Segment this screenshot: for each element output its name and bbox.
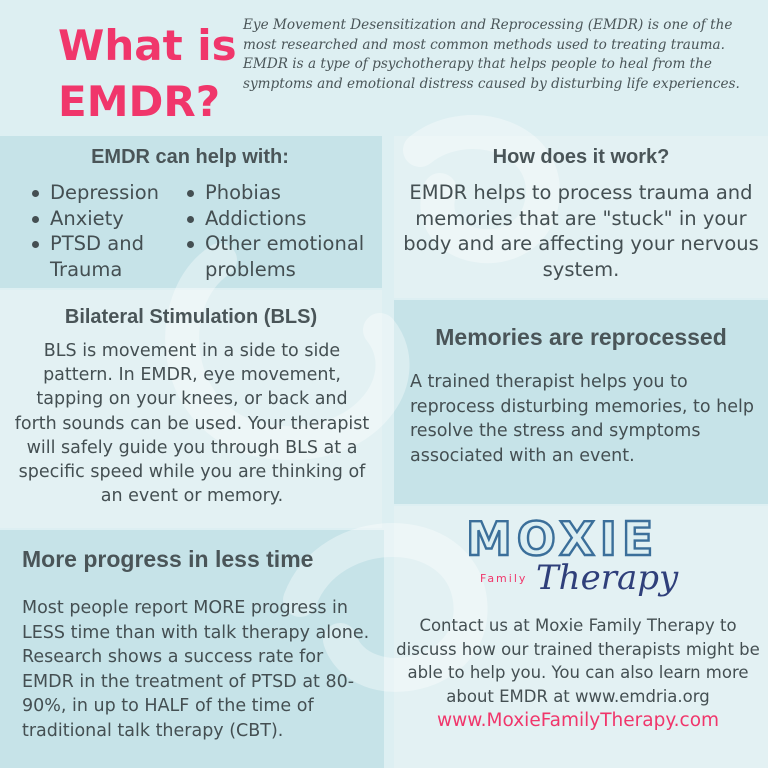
list-item: Phobias: [185, 180, 380, 206]
help-heading: EMDR can help with:: [91, 146, 289, 168]
help-list-right: [185, 180, 380, 282]
moxie-logo: [466, 512, 686, 608]
progress-body: Most people report MORE progress in LESS time than with talk therapy alone. Research shows a success rate for EMDR in the treatment of PTSD at 80-90%, in up to HALF of the time of traditional talk therapy (CBT).: [22, 598, 370, 741]
list-item: Depression: [30, 180, 190, 206]
title-line-1: What is: [58, 21, 237, 70]
contact-text: Contact us at Moxie Family Therapy to discuss how our trained therapists might be able to help you. You can also learn more about EMDR at www.emdria.org: [396, 616, 760, 706]
memories-heading: Memories are reprocessed: [435, 324, 727, 350]
list-item: PTSD and Trauma: [30, 231, 190, 282]
title-line-2: EMDR?: [58, 77, 221, 126]
website-link[interactable]: www.MoxieFamilyTherapy.com: [436, 710, 720, 731]
bls-heading: Bilateral Stimulation (BLS): [64, 306, 318, 328]
logo-therapy: Therapy: [536, 558, 679, 598]
how-heading: How does it work?: [492, 146, 670, 168]
list-item: Addictions: [185, 206, 380, 232]
help-list-left: [30, 180, 190, 282]
how-body: EMDR helps to process trauma and memories that are "stuck" in your body and are affecting your nervous system.: [403, 181, 759, 281]
list-item: Anxiety: [30, 206, 190, 232]
bls-body: BLS is movement in a side to side pattern. In EMDR, eye movement, tapping on your knees, or back and forth sounds can be used. Your therapist will safely guide you through BLS at a specific speed while you are thinking of an event or memory.: [14, 341, 370, 507]
progress-heading: More progress in less time: [22, 546, 314, 572]
memories-body: A trained therapist helps you to reprocess disturbing memories, to help resolve the stress and symptoms associated with an event.: [410, 372, 754, 466]
list-item: Other emotional problems: [185, 231, 380, 282]
page-title: [58, 18, 238, 130]
logo-family: Family: [480, 572, 528, 585]
logo-word: MOXIE: [466, 512, 659, 566]
intro-paragraph: Eye Movement Desensitization and Reprocessing (EMDR) is one of the most researched and most common methods used to treating trauma. EMDR is a type of psychotherapy that helps people to heal from the symptoms and emotional distress caused by disturbing life experiences.: [243, 17, 740, 92]
